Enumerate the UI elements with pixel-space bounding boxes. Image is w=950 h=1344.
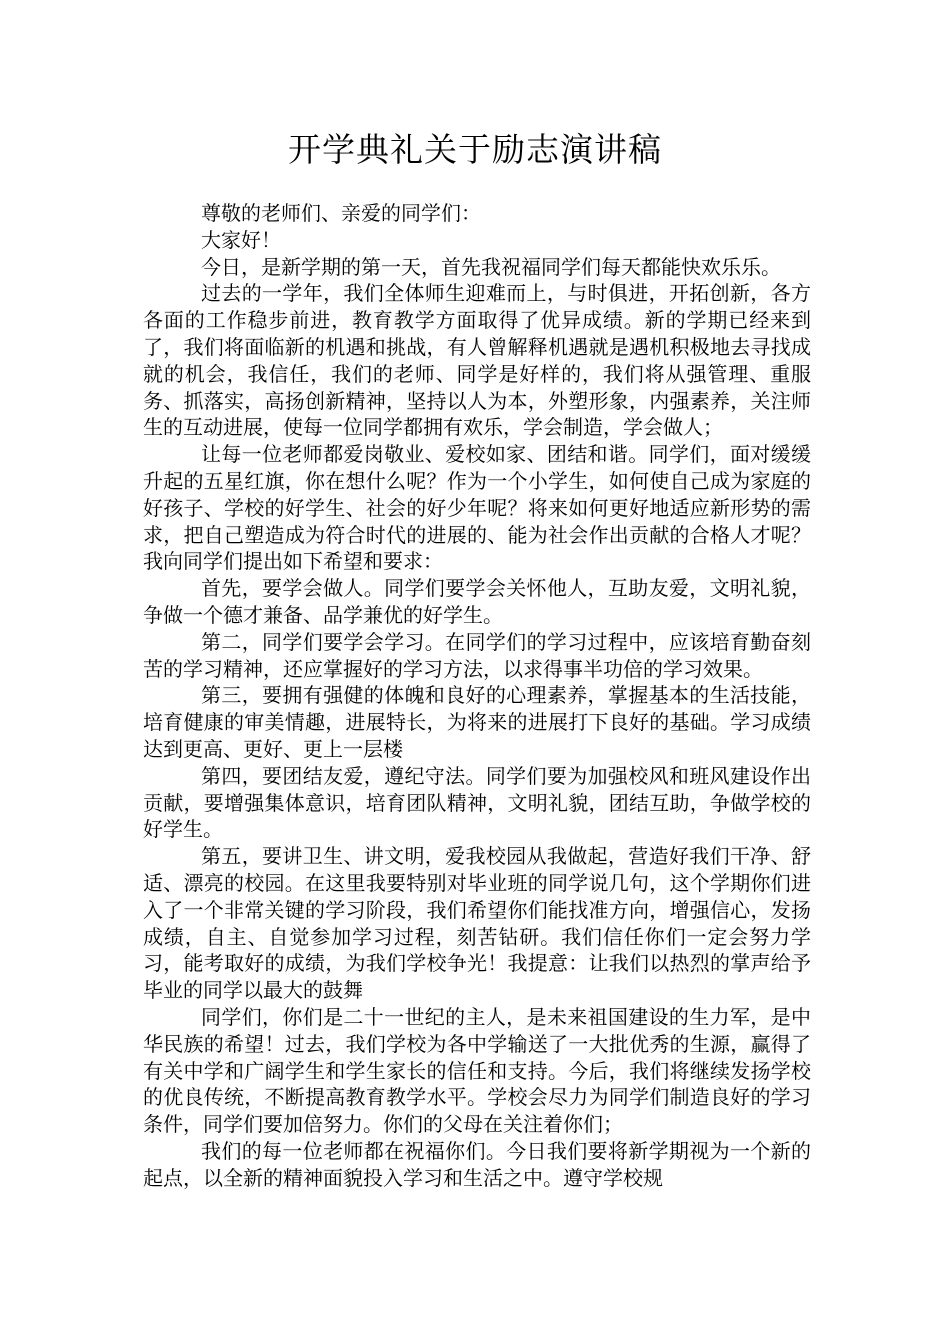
document-body	[143, 200, 811, 1191]
body-paragraph: 第四，要团结友爱，遵纪守法。同学们要为加强校风和班风建设作出贡献，要增强集体意识，培育团队精神，文明礼貌，团结互助，争做学校的好学生。	[143, 763, 811, 842]
body-paragraph: 我们的每一位老师都在祝福你们。今日我们要将新学期视为一个新的起点，以全新的精神面貌投入学习和生活之中。遵守学校规	[143, 1138, 811, 1190]
body-paragraph: 第三，要拥有强健的体魄和良好的心理素养，掌握基本的生活技能，培育健康的审美情趣，进展特长，为将来的进展打下良好的基础。学习成绩达到更高、更好、更上一层楼	[143, 683, 811, 761]
body-paragraph: 今日，是新学期的第一天，首先我祝福同学们每天都能快欢乐乐。	[201, 254, 781, 279]
body-paragraph: 过去的一学年，我们全体师生迎难而上，与时俱进，开拓创新，各方各面的工作稳步前进，教育教学方面取得了优异成绩。新的学期已经来到了，我们将面临新的机遇和挑战，有人曾解释机遇就是遇机积极地去寻找成就的机会，我信任，我们的老师、同学是好样的，我们将从强管理、重服务、抓落实，高扬创新精神，坚持以人为本，外塑形象，内强素养，关注师生的互动进展，使每一位同学都拥有欢乐，学会制造，学会做人；	[143, 281, 811, 440]
body-paragraph: 第二，同学们要学会学习。在同学们的学习过程中，应该培育勤奋刻苦的学习精神，还应掌握好的学习方法，以求得事半功倍的学习效果。	[143, 629, 811, 681]
body-paragraph: 首先，要学会做人。同学们要学会关怀他人，互助友爱，文明礼貌，争做一个德才兼备、品学兼优的好学生。	[143, 576, 811, 627]
body-paragraph: 同学们，你们是二十一世纪的主人，是未来祖国建设的生力军，是中华民族的希望！过去，我们学校为各中学输送了一大批优秀的生源，赢得了有关中学和广阔学生和学生家长的信任和支持。今后，我们将继续发扬学校的优良传统，不断提高教育教学水平。学校会尽力为同学们制造良好的学习条件，同学们要加倍努力。你们的父母在关注着你们；	[143, 1004, 811, 1137]
body-paragraph: 第五，要讲卫生、讲文明，爱我校园从我做起，营造好我们干净、舒适、漂亮的校园。在这里我要特别对毕业班的同学说几句，这个学期你们进入了一个非常关键的学习阶段，我们希望你们能找准方向，增强信心，发扬成绩，自主、自觉参加学习过程，刻苦钻研。我们信任你们一定会努力学习，能考取好的成绩，为我们学校争光！我提意：让我们以热烈的掌声给予毕业的同学以最大的鼓舞	[143, 844, 811, 1003]
document-title: 开学典礼关于励志演讲稿	[288, 130, 662, 169]
salutation-paragraph: 尊敬的老师们、亲爱的同学们：	[201, 201, 481, 225]
body-paragraph: 让每一位老师都爱岗敬业、爱校如家、团结和谐。同学们，面对缓缓升起的五星红旗，你在想什么呢？作为一个小学生，如何使自己成为家庭的好孩子、学校的好学生、社会的好少年呢？将来如何更好地适应新形势的需求，把自己塑造成为符合时代的进展的、能为社会作出贡献的合格人才呢？我向同学们提出如下希望和要求：	[143, 442, 811, 574]
greeting-paragraph: 大家好！	[201, 227, 281, 252]
